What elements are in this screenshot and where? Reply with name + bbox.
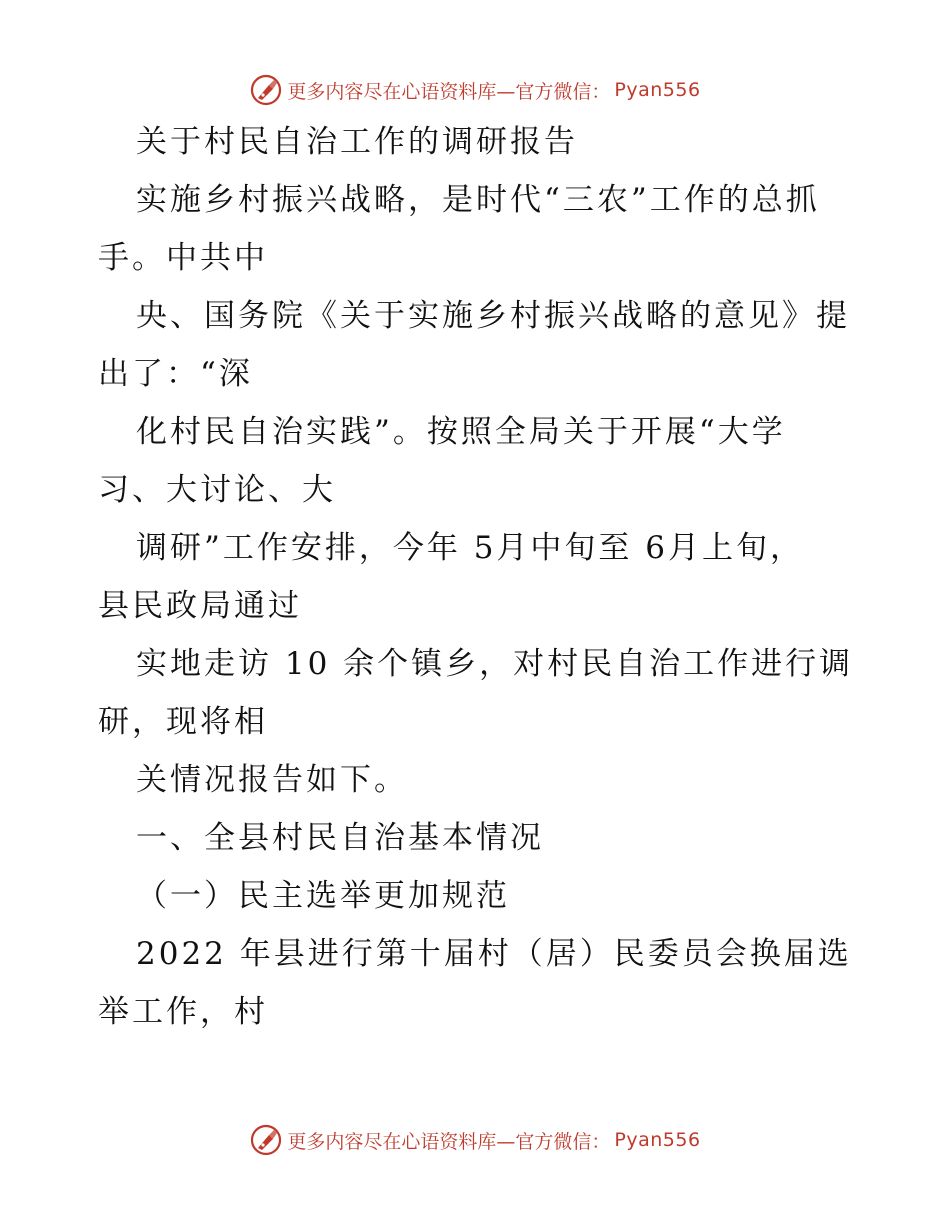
paragraph-line: 实地走访 10 余个镇乡，对村民自治工作进行调: [136, 646, 854, 682]
paragraph-line: 调研”工作安排，今年 5月中旬至 6月上旬，: [136, 530, 805, 566]
pen-nib-logo-icon: [249, 73, 283, 107]
subsection-heading: （一）民主选举更加规范: [136, 878, 510, 914]
paragraph-line: 研，现将相: [98, 704, 268, 740]
paragraph-line: 央、国务院《关于实施乡村振兴战略的意见》提: [136, 298, 850, 334]
banner-text: 更多内容尽在心语资料库—官方微信：: [287, 80, 611, 103]
wechat-id: Pyan556: [614, 1129, 701, 1151]
paragraph-line: 举工作，村: [98, 994, 268, 1030]
header-watermark-banner: [0, 70, 950, 110]
paragraph-line: 化村民自治实践”。按照全局关于开展“大学: [136, 414, 786, 450]
paragraph-line: 县民政局通过: [98, 588, 302, 624]
paragraph-line: 实施乡村振兴战略，是时代“三农”工作的总抓: [136, 182, 820, 218]
paragraph-line: 关情况报告如下。: [136, 762, 408, 798]
banner-text: 更多内容尽在心语资料库—官方微信：: [287, 1130, 611, 1153]
paragraph-line: 2022 年县进行第十届村（居）民委员会换届选: [136, 936, 852, 972]
paragraph-line: 手。中共中: [98, 240, 268, 276]
document-title: 关于村民自治工作的调研报告: [136, 124, 578, 160]
paragraph-line: 习、大讨论、大: [98, 472, 336, 508]
section-heading: 一、全县村民自治基本情况: [136, 820, 544, 856]
footer-watermark-banner: [0, 1120, 950, 1160]
paragraph-line: 出了：“深: [98, 356, 253, 392]
pen-nib-logo-icon: [249, 1123, 283, 1157]
wechat-id: Pyan556: [614, 79, 701, 101]
